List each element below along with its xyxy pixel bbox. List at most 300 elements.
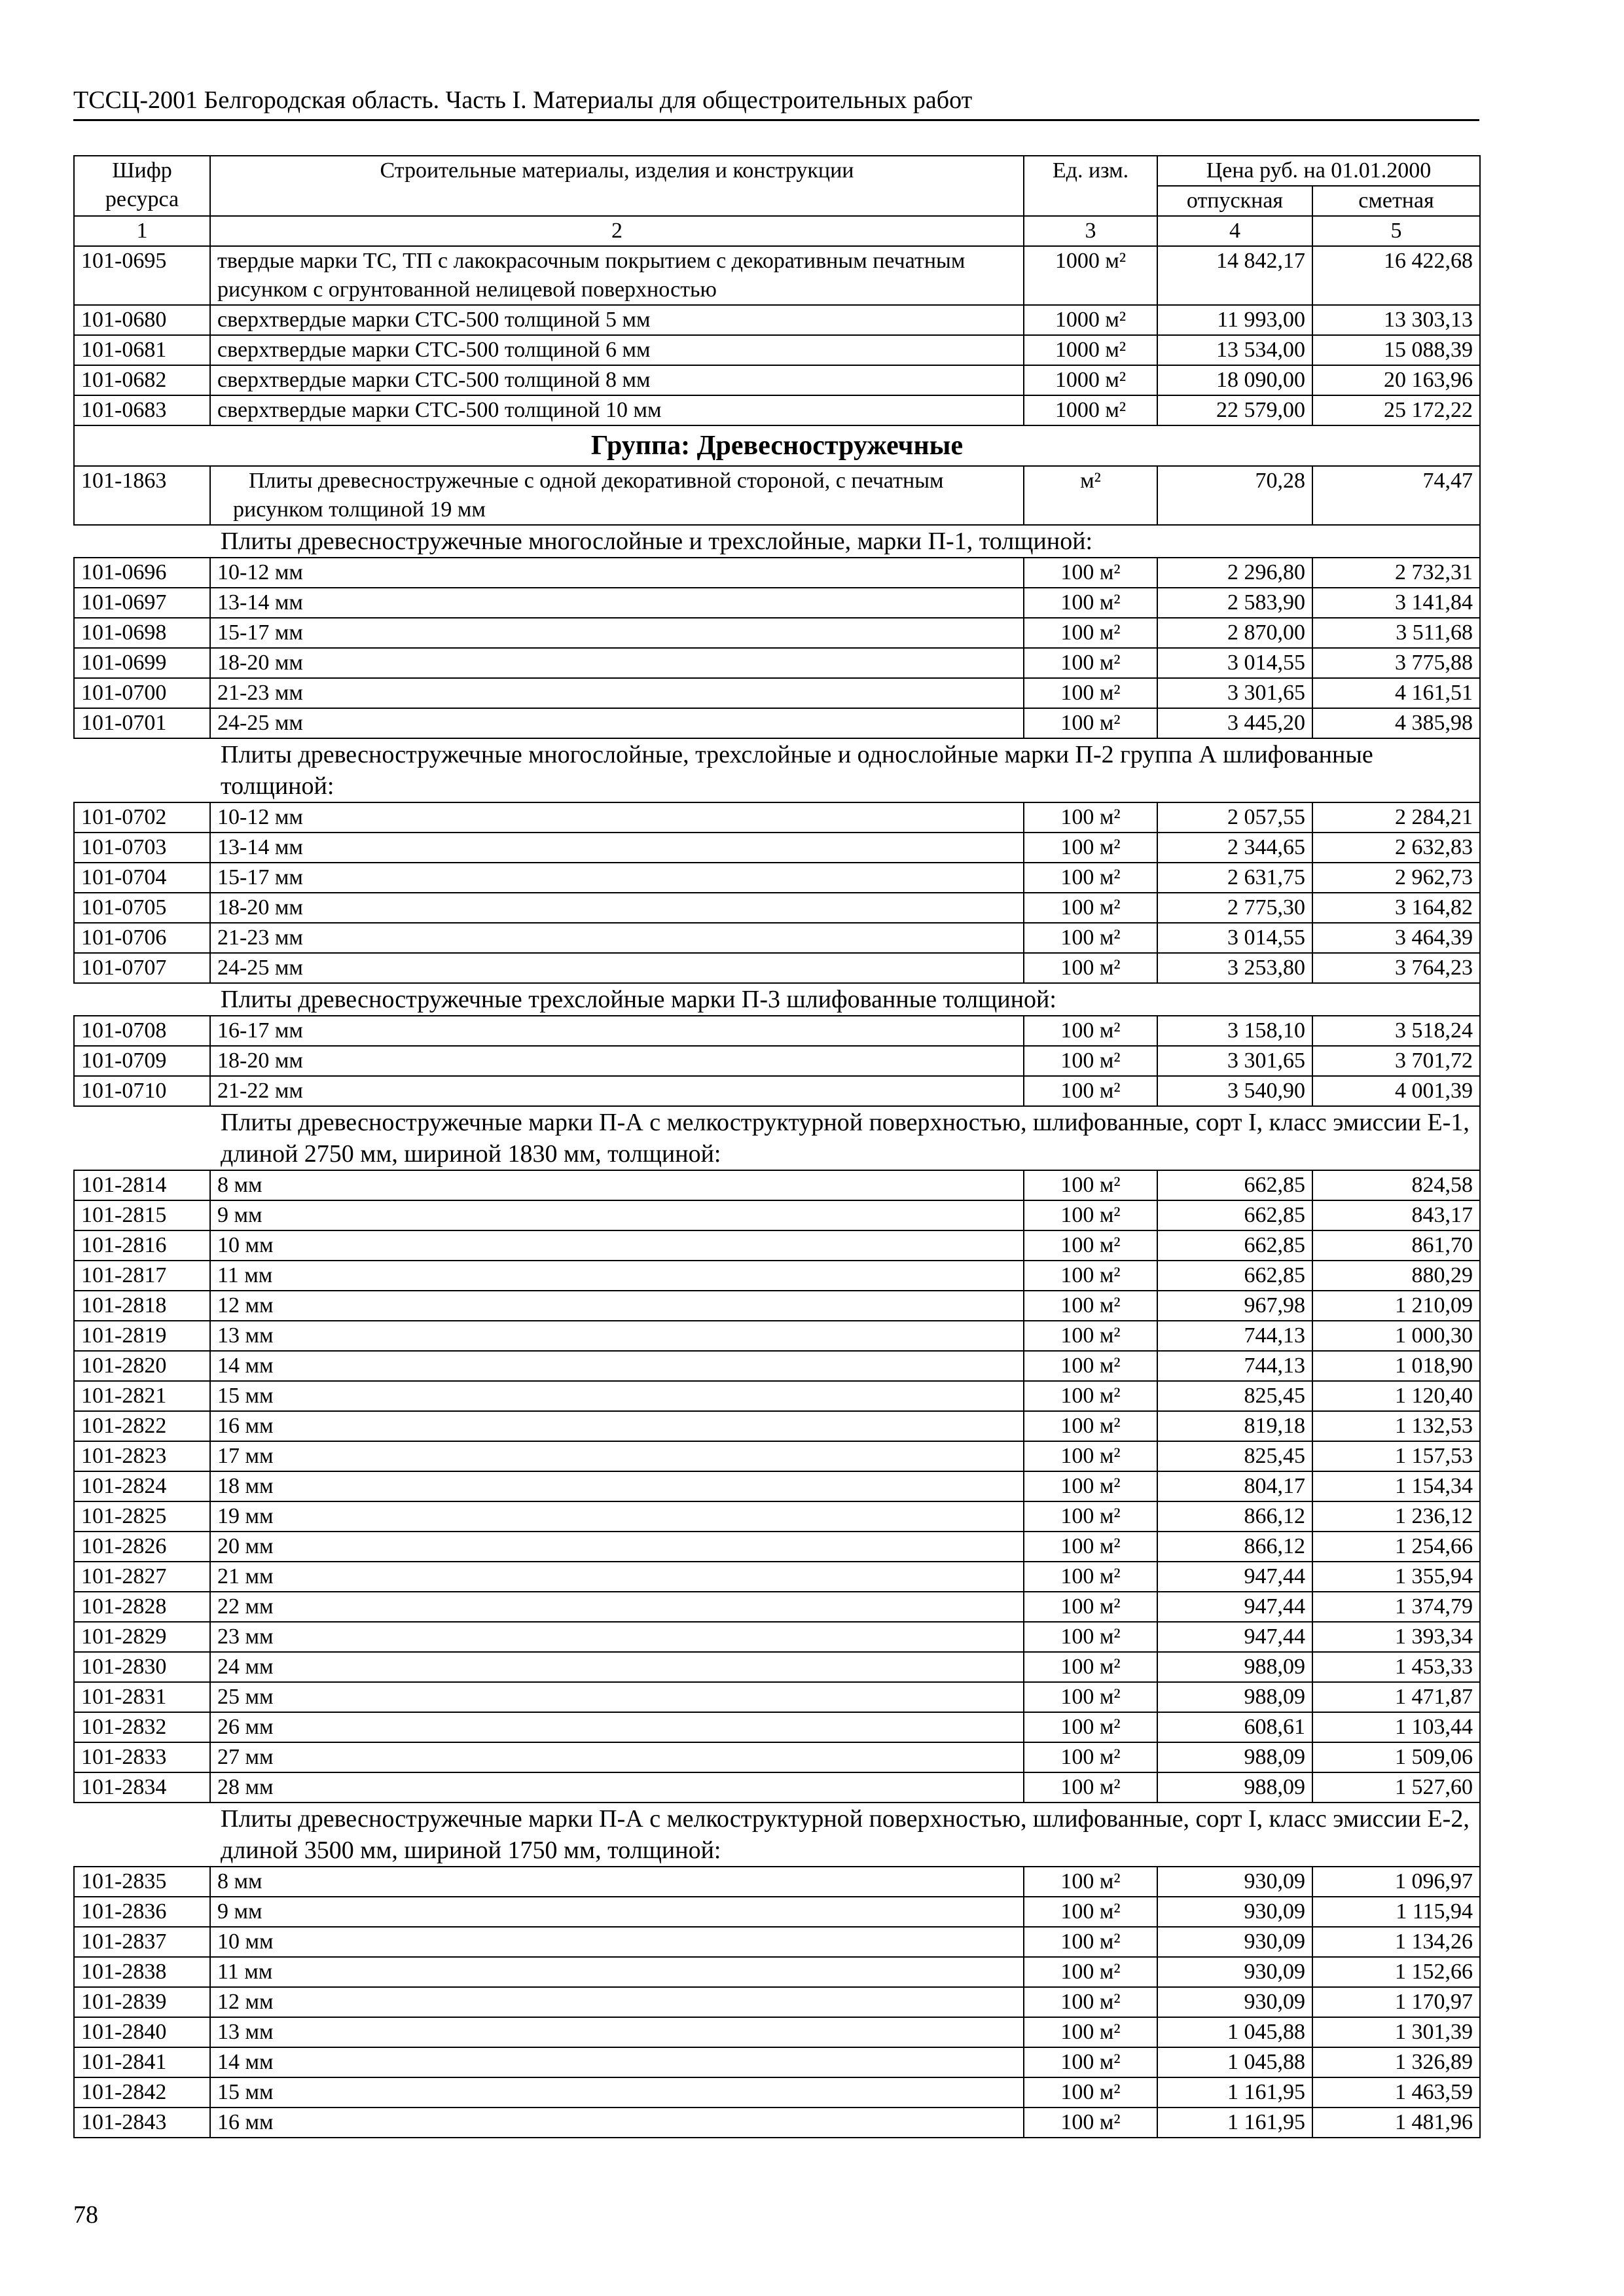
table-row [74, 1471, 1480, 1501]
unit-of-measure: 100 м² [1024, 708, 1157, 738]
material-name: 11 мм [210, 1261, 1024, 1291]
price-release: 930,09 [1157, 1957, 1312, 1987]
price-estimate: 74,47 [1312, 466, 1480, 525]
material-name: 13 мм [210, 2017, 1024, 2047]
material-name: 18-20 мм [210, 893, 1024, 923]
material-name: 20 мм [210, 1532, 1024, 1562]
resource-code: 101-2842 [74, 2077, 210, 2108]
table-row [74, 1532, 1480, 1562]
resource-code: 101-2824 [74, 1471, 210, 1501]
material-name: 19 мм [210, 1501, 1024, 1532]
section-title: Плиты древесностружечные марки П-А с мелкоструктурной поверхностью, шлифованные, сорт I, класс эмиссии Е-1, длиной 2750 мм, шириной 1830 мм, толщиной: [74, 1106, 1480, 1170]
column-number: 2 [210, 216, 1024, 246]
resource-code: 101-0680 [74, 305, 210, 335]
unit-of-measure: 1000 м² [1024, 335, 1157, 365]
price-estimate: 15 088,39 [1312, 335, 1480, 365]
price-release: 2 775,30 [1157, 893, 1312, 923]
section-heading-row [74, 983, 1480, 1016]
price-release: 947,44 [1157, 1562, 1312, 1592]
resource-code: 101-2823 [74, 1441, 210, 1471]
section-title: Плиты древесностружечные трехслойные марки П-3 шлифованные толщиной: [74, 983, 1480, 1016]
table-row [74, 1867, 1480, 1897]
resource-code: 101-0697 [74, 588, 210, 618]
price-release: 819,18 [1157, 1411, 1312, 1441]
resource-code: 101-2815 [74, 1200, 210, 1230]
table-row [74, 2077, 1480, 2108]
unit-of-measure: 100 м² [1024, 1772, 1157, 1803]
resource-code: 101-2818 [74, 1291, 210, 1321]
table-row [74, 802, 1480, 833]
table-row [74, 863, 1480, 893]
price-estimate: 4 385,98 [1312, 708, 1480, 738]
resource-code: 101-2820 [74, 1351, 210, 1381]
price-estimate: 4 161,51 [1312, 678, 1480, 708]
material-name: Плиты древесностружечные с одной декоративной стороной, с печатным рисунком толщиной 19 мм [210, 466, 1024, 525]
resource-code: 101-2817 [74, 1261, 210, 1291]
column-number: 4 [1157, 216, 1312, 246]
unit-of-measure: 100 м² [1024, 1501, 1157, 1532]
table-row [74, 1046, 1480, 1076]
resource-code: 101-2827 [74, 1562, 210, 1592]
resource-code: 101-0696 [74, 558, 210, 588]
resource-code: 101-0698 [74, 618, 210, 648]
table-row [74, 1712, 1480, 1742]
resource-code: 101-0701 [74, 708, 210, 738]
table-row [74, 1291, 1480, 1321]
price-release: 2 870,00 [1157, 618, 1312, 648]
running-title: ТССЦ-2001 Белгородская область. Часть I. Материалы для общестроительных работ [73, 84, 1479, 121]
table-row [74, 618, 1480, 648]
price-estimate: 1 115,94 [1312, 1897, 1480, 1927]
resource-code: 101-0702 [74, 802, 210, 833]
material-name: 21-23 мм [210, 923, 1024, 953]
resource-code: 101-0682 [74, 365, 210, 395]
table-row [74, 1682, 1480, 1712]
material-name: 12 мм [210, 1987, 1024, 2017]
material-name: 10 мм [210, 1230, 1024, 1261]
price-estimate: 1 120,40 [1312, 1381, 1480, 1411]
unit-of-measure: 1000 м² [1024, 395, 1157, 425]
price-release: 662,85 [1157, 1230, 1312, 1261]
table-row [74, 1441, 1480, 1471]
table-row [74, 1501, 1480, 1532]
section-heading-row [74, 525, 1480, 558]
table-row [74, 1987, 1480, 2017]
table-row [74, 588, 1480, 618]
resource-code: 101-0695 [74, 246, 210, 305]
table-row [74, 648, 1480, 678]
resource-code: 101-2814 [74, 1170, 210, 1200]
table-row [74, 1200, 1480, 1230]
price-release: 988,09 [1157, 1742, 1312, 1772]
price-estimate: 1 018,90 [1312, 1351, 1480, 1381]
price-estimate: 1 132,53 [1312, 1411, 1480, 1441]
header-code: Шифр ресурса [74, 156, 210, 216]
resource-code: 101-2838 [74, 1957, 210, 1987]
price-estimate: 824,58 [1312, 1170, 1480, 1200]
resource-code: 101-2822 [74, 1411, 210, 1441]
price-release: 2 057,55 [1157, 802, 1312, 833]
price-release: 3 014,55 [1157, 923, 1312, 953]
price-release: 22 579,00 [1157, 395, 1312, 425]
table-row [74, 1321, 1480, 1351]
price-estimate: 1 170,97 [1312, 1987, 1480, 2017]
price-estimate: 1 152,66 [1312, 1957, 1480, 1987]
price-estimate: 1 134,26 [1312, 1927, 1480, 1957]
price-release: 988,09 [1157, 1682, 1312, 1712]
material-name: 16 мм [210, 1411, 1024, 1441]
table-row [74, 2017, 1480, 2047]
table-row [74, 1592, 1480, 1622]
price-release: 662,85 [1157, 1170, 1312, 1200]
resource-code: 101-0705 [74, 893, 210, 923]
price-estimate: 20 163,96 [1312, 365, 1480, 395]
table-row [74, 466, 1480, 525]
material-name: 11 мм [210, 1957, 1024, 1987]
price-release: 866,12 [1157, 1532, 1312, 1562]
header-price-estimate: сметная [1312, 186, 1480, 216]
price-estimate: 1 527,60 [1312, 1772, 1480, 1803]
price-release: 3 158,10 [1157, 1016, 1312, 1046]
price-estimate: 13 303,13 [1312, 305, 1480, 335]
table-row [74, 1411, 1480, 1441]
price-estimate: 3 464,39 [1312, 923, 1480, 953]
price-release: 967,98 [1157, 1291, 1312, 1321]
material-name: 21-22 мм [210, 1076, 1024, 1106]
unit-of-measure: 100 м² [1024, 1291, 1157, 1321]
material-name: 17 мм [210, 1441, 1024, 1471]
table-row [74, 1742, 1480, 1772]
material-name: 21 мм [210, 1562, 1024, 1592]
material-name: сверхтвердые марки СТС-500 толщиной 5 мм [210, 305, 1024, 335]
price-release: 930,09 [1157, 1927, 1312, 1957]
price-release: 70,28 [1157, 466, 1312, 525]
price-release: 14 842,17 [1157, 246, 1312, 305]
material-name: сверхтвердые марки СТС-500 толщиной 8 мм [210, 365, 1024, 395]
material-name: 8 мм [210, 1867, 1024, 1897]
price-release: 744,13 [1157, 1321, 1312, 1351]
header-name: Строительные материалы, изделия и конструкции [210, 156, 1024, 216]
price-release: 930,09 [1157, 1987, 1312, 2017]
material-name: 27 мм [210, 1742, 1024, 1772]
table-row [74, 1016, 1480, 1046]
price-estimate: 843,17 [1312, 1200, 1480, 1230]
material-name: 13 мм [210, 1321, 1024, 1351]
unit-of-measure: 100 м² [1024, 1867, 1157, 1897]
column-number-row [74, 216, 1480, 246]
price-release: 825,45 [1157, 1441, 1312, 1471]
table-row [74, 395, 1480, 425]
unit-of-measure: 100 м² [1024, 802, 1157, 833]
material-name: 9 мм [210, 1897, 1024, 1927]
price-release: 3 445,20 [1157, 708, 1312, 738]
price-estimate: 1 103,44 [1312, 1712, 1480, 1742]
resource-code: 101-2830 [74, 1652, 210, 1682]
unit-of-measure: 100 м² [1024, 1592, 1157, 1622]
resource-code: 101-0681 [74, 335, 210, 365]
resource-code: 101-1863 [74, 466, 210, 525]
resource-code: 101-2834 [74, 1772, 210, 1803]
unit-of-measure: 1000 м² [1024, 365, 1157, 395]
price-estimate: 1 254,66 [1312, 1532, 1480, 1562]
table-row [74, 2047, 1480, 2077]
material-name: 14 мм [210, 1351, 1024, 1381]
price-estimate: 3 775,88 [1312, 648, 1480, 678]
material-name: 24-25 мм [210, 953, 1024, 983]
unit-of-measure: 100 м² [1024, 953, 1157, 983]
price-estimate: 25 172,22 [1312, 395, 1480, 425]
table-row [74, 893, 1480, 923]
resource-code: 101-2825 [74, 1501, 210, 1532]
price-release: 18 090,00 [1157, 365, 1312, 395]
table-row [74, 1622, 1480, 1652]
resource-code: 101-2828 [74, 1592, 210, 1622]
price-estimate: 1 096,97 [1312, 1867, 1480, 1897]
table-row [74, 678, 1480, 708]
resource-code: 101-2836 [74, 1897, 210, 1927]
price-estimate: 3 518,24 [1312, 1016, 1480, 1046]
column-number: 1 [74, 216, 210, 246]
price-estimate: 3 701,72 [1312, 1046, 1480, 1076]
unit-of-measure: 100 м² [1024, 2047, 1157, 2077]
table-row [74, 1230, 1480, 1261]
price-estimate: 1 301,39 [1312, 2017, 1480, 2047]
page-number: 78 [73, 2201, 98, 2229]
resource-code: 101-2840 [74, 2017, 210, 2047]
price-estimate: 1 463,59 [1312, 2077, 1480, 2108]
material-name: 18 мм [210, 1471, 1024, 1501]
resource-code: 101-2835 [74, 1867, 210, 1897]
price-release: 1 045,88 [1157, 2047, 1312, 2077]
resource-code: 101-0706 [74, 923, 210, 953]
resource-code: 101-0683 [74, 395, 210, 425]
table-row [74, 1351, 1480, 1381]
unit-of-measure: 100 м² [1024, 1046, 1157, 1076]
unit-of-measure: 100 м² [1024, 1652, 1157, 1682]
material-name: сверхтвердые марки СТС-500 толщиной 10 мм [210, 395, 1024, 425]
unit-of-measure: 100 м² [1024, 1200, 1157, 1230]
material-name: 15 мм [210, 1381, 1024, 1411]
resource-code: 101-2833 [74, 1742, 210, 1772]
price-release: 662,85 [1157, 1200, 1312, 1230]
resource-code: 101-0710 [74, 1076, 210, 1106]
price-estimate: 1 154,34 [1312, 1471, 1480, 1501]
material-name: 9 мм [210, 1200, 1024, 1230]
price-estimate: 2 962,73 [1312, 863, 1480, 893]
price-estimate: 1 210,09 [1312, 1291, 1480, 1321]
material-name: 24-25 мм [210, 708, 1024, 738]
unit-of-measure: 100 м² [1024, 588, 1157, 618]
unit-of-measure: 100 м² [1024, 1622, 1157, 1652]
header-unit: Ед. изм. [1024, 156, 1157, 216]
unit-of-measure: 100 м² [1024, 2108, 1157, 2138]
price-estimate: 2 732,31 [1312, 558, 1480, 588]
material-name: 25 мм [210, 1682, 1024, 1712]
table-row [74, 923, 1480, 953]
resource-code: 101-2841 [74, 2047, 210, 2077]
unit-of-measure: м² [1024, 466, 1157, 525]
price-estimate: 861,70 [1312, 1230, 1480, 1261]
price-release: 1 045,88 [1157, 2017, 1312, 2047]
section-heading-row [74, 1803, 1480, 1867]
price-estimate: 3 141,84 [1312, 588, 1480, 618]
column-number: 5 [1312, 216, 1480, 246]
resource-code: 101-2839 [74, 1987, 210, 2017]
material-name: 13-14 мм [210, 588, 1024, 618]
header-price-group: Цена руб. на 01.01.2000 [1157, 156, 1480, 186]
section-heading-row [74, 738, 1480, 802]
price-release: 930,09 [1157, 1897, 1312, 1927]
price-release: 2 296,80 [1157, 558, 1312, 588]
material-name: 23 мм [210, 1622, 1024, 1652]
price-estimate: 1 157,53 [1312, 1441, 1480, 1471]
table-header-row [74, 156, 1480, 186]
price-estimate: 1 471,87 [1312, 1682, 1480, 1712]
unit-of-measure: 100 м² [1024, 558, 1157, 588]
material-name: 15 мм [210, 2077, 1024, 2108]
price-release: 13 534,00 [1157, 335, 1312, 365]
price-release: 3 301,65 [1157, 678, 1312, 708]
unit-of-measure: 100 м² [1024, 1562, 1157, 1592]
table-row [74, 246, 1480, 305]
table-row [74, 2108, 1480, 2138]
material-name: 16-17 мм [210, 1016, 1024, 1046]
material-name: 16 мм [210, 2108, 1024, 2138]
resource-code: 101-2831 [74, 1682, 210, 1712]
price-release: 11 993,00 [1157, 305, 1312, 335]
header-price-release: отпускная [1157, 186, 1312, 216]
price-release: 988,09 [1157, 1652, 1312, 1682]
price-release: 662,85 [1157, 1261, 1312, 1291]
material-name: сверхтвердые марки СТС-500 толщиной 6 мм [210, 335, 1024, 365]
table-row [74, 305, 1480, 335]
material-name: твердые марки ТС, ТП с лакокрасочным покрытием с декоративным печатным рисунком с огрунтованной нелицевой поверхностью [210, 246, 1024, 305]
price-release: 947,44 [1157, 1622, 1312, 1652]
price-estimate: 880,29 [1312, 1261, 1480, 1291]
unit-of-measure: 100 м² [1024, 923, 1157, 953]
material-name: 15-17 мм [210, 863, 1024, 893]
price-estimate: 3 511,68 [1312, 618, 1480, 648]
price-release: 825,45 [1157, 1381, 1312, 1411]
price-release: 3 253,80 [1157, 953, 1312, 983]
unit-of-measure: 100 м² [1024, 1441, 1157, 1471]
material-name: 13-14 мм [210, 833, 1024, 863]
unit-of-measure: 100 м² [1024, 863, 1157, 893]
unit-of-measure: 100 м² [1024, 1532, 1157, 1562]
table-row [74, 1652, 1480, 1682]
unit-of-measure: 100 м² [1024, 1076, 1157, 1106]
price-estimate: 1 393,34 [1312, 1622, 1480, 1652]
resource-code: 101-0703 [74, 833, 210, 863]
price-estimate: 16 422,68 [1312, 246, 1480, 305]
price-table [73, 155, 1481, 2138]
section-title: Плиты древесностружечные марки П-А с мелкоструктурной поверхностью, шлифованные, сорт I, класс эмиссии Е-2, длиной 3500 мм, шириной 1750 мм, толщиной: [74, 1803, 1480, 1867]
unit-of-measure: 100 м² [1024, 678, 1157, 708]
material-name: 10 мм [210, 1927, 1024, 1957]
price-release: 3 540,90 [1157, 1076, 1312, 1106]
material-name: 10-12 мм [210, 558, 1024, 588]
material-name: 8 мм [210, 1170, 1024, 1200]
unit-of-measure: 100 м² [1024, 893, 1157, 923]
resource-code: 101-0699 [74, 648, 210, 678]
column-number: 3 [1024, 216, 1157, 246]
material-name: 24 мм [210, 1652, 1024, 1682]
price-release: 988,09 [1157, 1772, 1312, 1803]
material-name: 12 мм [210, 1291, 1024, 1321]
unit-of-measure: 100 м² [1024, 1742, 1157, 1772]
price-release: 866,12 [1157, 1501, 1312, 1532]
unit-of-measure: 100 м² [1024, 1261, 1157, 1291]
price-estimate: 1 236,12 [1312, 1501, 1480, 1532]
unit-of-measure: 100 м² [1024, 1927, 1157, 1957]
unit-of-measure: 100 м² [1024, 1897, 1157, 1927]
section-heading-row [74, 1106, 1480, 1170]
resource-code: 101-0707 [74, 953, 210, 983]
group-heading-row [74, 425, 1480, 466]
resource-code: 101-2832 [74, 1712, 210, 1742]
material-name: 28 мм [210, 1772, 1024, 1803]
unit-of-measure: 100 м² [1024, 1712, 1157, 1742]
section-title: Плиты древесностружечные многослойные, трехслойные и однослойные марки П-2 группа А шлифованные толщиной: [74, 738, 1480, 802]
unit-of-measure: 100 м² [1024, 1381, 1157, 1411]
material-name: 26 мм [210, 1712, 1024, 1742]
resource-code: 101-2826 [74, 1532, 210, 1562]
unit-of-measure: 100 м² [1024, 1957, 1157, 1987]
table-row [74, 1562, 1480, 1592]
unit-of-measure: 1000 м² [1024, 305, 1157, 335]
price-release: 2 344,65 [1157, 833, 1312, 863]
material-name: 18-20 мм [210, 648, 1024, 678]
resource-code: 101-2837 [74, 1927, 210, 1957]
table-row [74, 708, 1480, 738]
resource-code: 101-0708 [74, 1016, 210, 1046]
section-title: Плиты древесностружечные многослойные и трехслойные, марки П-1, толщиной: [74, 525, 1480, 558]
price-estimate: 3 764,23 [1312, 953, 1480, 983]
table-row [74, 558, 1480, 588]
resource-code: 101-0704 [74, 863, 210, 893]
material-name: 21-23 мм [210, 678, 1024, 708]
price-release: 2 631,75 [1157, 863, 1312, 893]
unit-of-measure: 100 м² [1024, 1682, 1157, 1712]
resource-code: 101-0700 [74, 678, 210, 708]
unit-of-measure: 100 м² [1024, 1321, 1157, 1351]
price-release: 608,61 [1157, 1712, 1312, 1742]
unit-of-measure: 100 м² [1024, 618, 1157, 648]
resource-code: 101-0709 [74, 1046, 210, 1076]
resource-code: 101-2819 [74, 1321, 210, 1351]
table-row [74, 335, 1480, 365]
unit-of-measure: 100 м² [1024, 1170, 1157, 1200]
price-estimate: 2 632,83 [1312, 833, 1480, 863]
material-name: 14 мм [210, 2047, 1024, 2077]
table-row [74, 1957, 1480, 1987]
price-estimate: 1 355,94 [1312, 1562, 1480, 1592]
price-release: 947,44 [1157, 1592, 1312, 1622]
material-name: 22 мм [210, 1592, 1024, 1622]
price-estimate: 1 374,79 [1312, 1592, 1480, 1622]
material-name: 10-12 мм [210, 802, 1024, 833]
price-release: 744,13 [1157, 1351, 1312, 1381]
unit-of-measure: 100 м² [1024, 1016, 1157, 1046]
price-estimate: 1 453,33 [1312, 1652, 1480, 1682]
unit-of-measure: 100 м² [1024, 1411, 1157, 1441]
table-row [74, 1927, 1480, 1957]
unit-of-measure: 100 м² [1024, 1351, 1157, 1381]
table-row [74, 1772, 1480, 1803]
price-release: 1 161,95 [1157, 2108, 1312, 2138]
resource-code: 101-2843 [74, 2108, 210, 2138]
price-estimate: 1 326,89 [1312, 2047, 1480, 2077]
